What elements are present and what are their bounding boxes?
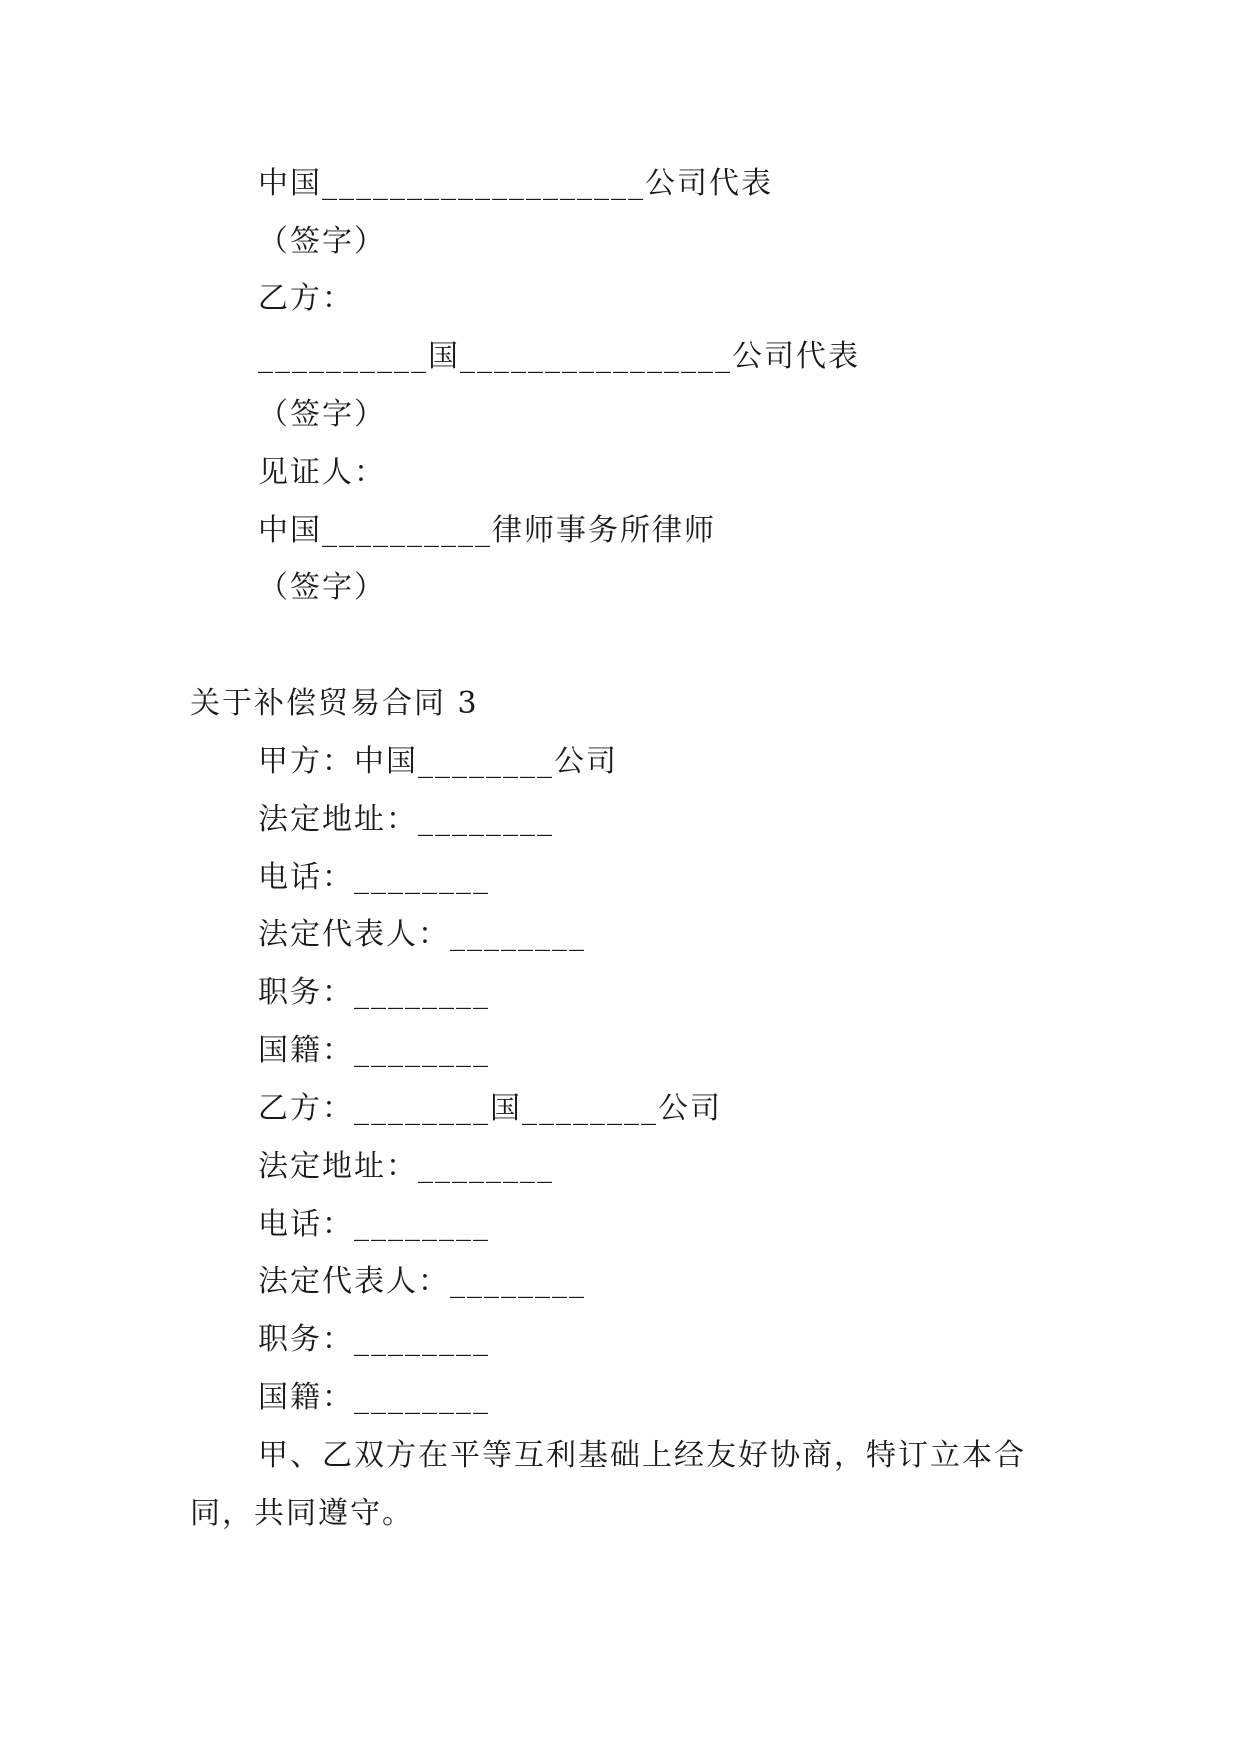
party-a-line: 甲方：中国________公司 bbox=[258, 744, 618, 779]
party-a-phone: 电话：________ bbox=[258, 860, 490, 895]
party-b-legal-representative: 法定代表人：________ bbox=[258, 1264, 586, 1299]
party-a-position: 职务：________ bbox=[258, 975, 490, 1010]
party-a-legal-representative: 法定代表人：________ bbox=[258, 917, 586, 952]
party-b-line: 乙方：________国________公司 bbox=[258, 1091, 722, 1126]
party-b-address: 法定地址：________ bbox=[258, 1149, 554, 1184]
signature-label: （签字） bbox=[258, 570, 386, 605]
party-a-address: 法定地址：________ bbox=[258, 802, 554, 837]
party-b-nationality: 国籍：________ bbox=[258, 1380, 490, 1415]
witness-lawyer-line: 中国__________律师事务所律师 bbox=[258, 513, 716, 548]
signature-label: （签字） bbox=[258, 224, 386, 259]
party-b-phone: 电话：________ bbox=[258, 1207, 490, 1242]
party-b-position: 职务：________ bbox=[258, 1322, 490, 1357]
witness-heading: 见证人： bbox=[258, 455, 386, 490]
agreement-paragraph-line-1: 甲、乙双方在平等互利基础上经友好协商，特订立本合 bbox=[258, 1438, 1026, 1473]
party-a-nationality: 国籍：________ bbox=[258, 1033, 490, 1068]
agreement-paragraph-line-2: 同，共同遵守。 bbox=[190, 1496, 414, 1531]
party-b-heading: 乙方： bbox=[258, 281, 354, 316]
party-a-representative-line: 中国___________________公司代表 bbox=[258, 166, 773, 201]
signature-label: （签字） bbox=[258, 397, 386, 432]
party-b-representative-line: __________国________________公司代表 bbox=[258, 339, 860, 374]
section-title: 关于补偿贸易合同 3 bbox=[190, 686, 479, 721]
